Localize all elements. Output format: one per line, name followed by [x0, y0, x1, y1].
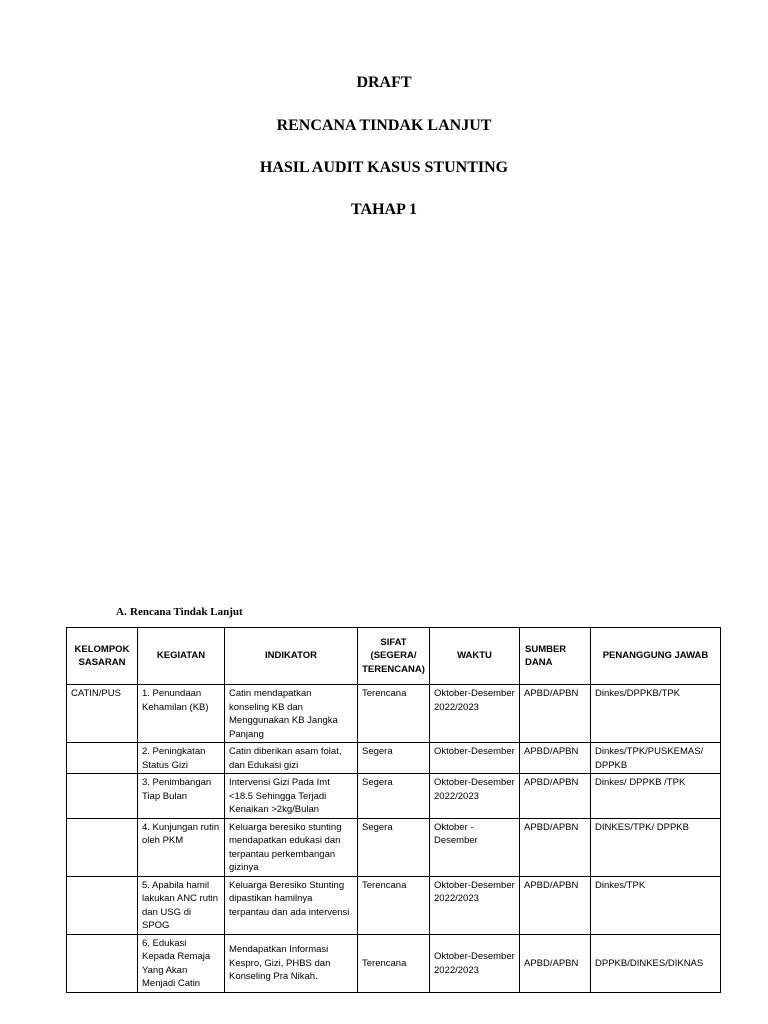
cell-kelompok	[67, 774, 138, 819]
table-row	[67, 743, 721, 774]
cell-sifat: Terencana	[358, 934, 430, 992]
cell-sifat: Segera	[358, 774, 430, 819]
table-header-row	[67, 628, 721, 685]
cell-sifat: Terencana	[358, 685, 430, 743]
table-row	[67, 934, 721, 992]
cell-waktu: Oktober - Desember	[430, 818, 520, 876]
cell-sumber-dana: APBD/APBN	[520, 818, 591, 876]
cell-indikator: Mendapatkan Informasi Kespro, Gizi, PHBS dan Konseling Pra Nikah.	[225, 934, 358, 992]
header-penanggung-jawab: PENANGGUNG JAWAB	[591, 628, 721, 685]
action-plan-table	[66, 627, 721, 993]
cell-kegiatan: 4. Kunjungan rutin oleh PKM	[138, 818, 225, 876]
cell-indikator: Keluarga beresiko stunting mendapatkan edukasi dan terpantau perkembangan gizinya	[225, 818, 358, 876]
table-row	[67, 818, 721, 876]
header-kelompok-sasaran: KELOMPOK SASARAN	[67, 628, 138, 685]
cell-kegiatan: 5. Apabila hamil lakukan ANC rutin dan USG di SPOG	[138, 876, 225, 934]
draft-title: DRAFT	[356, 74, 412, 91]
section-letter: A.	[116, 606, 127, 618]
cell-kegiatan: 3. Penimbangan Tiap Bulan	[138, 774, 225, 819]
cell-kelompok	[67, 818, 138, 876]
cell-sumber-dana: APBD/APBN	[520, 934, 591, 992]
stage-title: TAHAP 1	[351, 201, 417, 218]
cell-kegiatan: 2. Peningkatan Status Gizi	[138, 743, 225, 774]
header-sumber-dana: SUMBER DANA	[520, 628, 591, 685]
cell-indikator: Keluarga Beresiko Stunting dipastikan hamilnya terpantau dan ada intervensi	[225, 876, 358, 934]
cell-sifat: Terencana	[358, 876, 430, 934]
cell-sifat: Segera	[358, 818, 430, 876]
cell-penanggung-jawab: Dinkes/TPK/PUSKEMAS/ DPPKB	[591, 743, 721, 774]
cell-indikator: Catin diberikan asam folat, dan Edukasi gizi	[225, 743, 358, 774]
cell-kegiatan: 6. Edukasi Kepada Remaja Yang Akan Menjadi Catin	[138, 934, 225, 992]
table-row	[67, 876, 721, 934]
cell-sumber-dana: APBD/APBN	[520, 774, 591, 819]
cell-sumber-dana: APBD/APBN	[520, 743, 591, 774]
cell-penanggung-jawab: Dinkes/DPPKB/TPK	[591, 685, 721, 743]
cell-penanggung-jawab: DPPKB/DINKES/DIKNAS	[591, 934, 721, 992]
cell-kegiatan: 1. Penundaan Kehamilan (KB)	[138, 685, 225, 743]
header-kegiatan: KEGIATAN	[138, 628, 225, 685]
cell-penanggung-jawab: Dinkes/ DPPKB /TPK	[591, 774, 721, 819]
cell-kelompok	[67, 934, 138, 992]
cell-waktu: Oktober-Desember	[430, 743, 520, 774]
cell-indikator: Intervensi Gizi Pada Imt <18.5 Sehingga Terjadi Kenaikan >2kg/Bulan	[225, 774, 358, 819]
header-sifat: SIFAT (SEGERA/ TERENCANA)	[358, 628, 430, 685]
cell-kelompok: CATIN/PUS	[67, 685, 138, 743]
header-indikator: INDIKATOR	[225, 628, 358, 685]
cell-sumber-dana: APBD/APBN	[520, 685, 591, 743]
table-row	[67, 685, 721, 743]
plan-title: RENCANA TINDAK LANJUT	[276, 117, 492, 134]
cell-waktu: Oktober-Desember 2022/2023	[430, 934, 520, 992]
cell-waktu: Oktober-Desember 2022/2023	[430, 876, 520, 934]
cell-penanggung-jawab: Dinkes/TPK	[591, 876, 721, 934]
table-row	[67, 774, 721, 819]
cell-indikator: Catin mendapatkan konseling KB dan Menggunakan KB Jangka Panjang	[225, 685, 358, 743]
cell-sifat: Segera	[358, 743, 430, 774]
cell-sumber-dana: APBD/APBN	[520, 876, 591, 934]
header-waktu: WAKTU	[430, 628, 520, 685]
cell-kelompok	[67, 876, 138, 934]
cell-kelompok	[67, 743, 138, 774]
cell-penanggung-jawab: DINKES/TPK/ DPPKB	[591, 818, 721, 876]
section-heading	[116, 606, 243, 618]
cell-waktu: Oktober-Desember 2022/2023	[430, 685, 520, 743]
section-text: Rencana Tindak Lanjut	[130, 606, 243, 618]
audit-title: HASIL AUDIT KASUS STUNTING	[259, 159, 509, 176]
cell-waktu: Oktober-Desember 2022/2023	[430, 774, 520, 819]
